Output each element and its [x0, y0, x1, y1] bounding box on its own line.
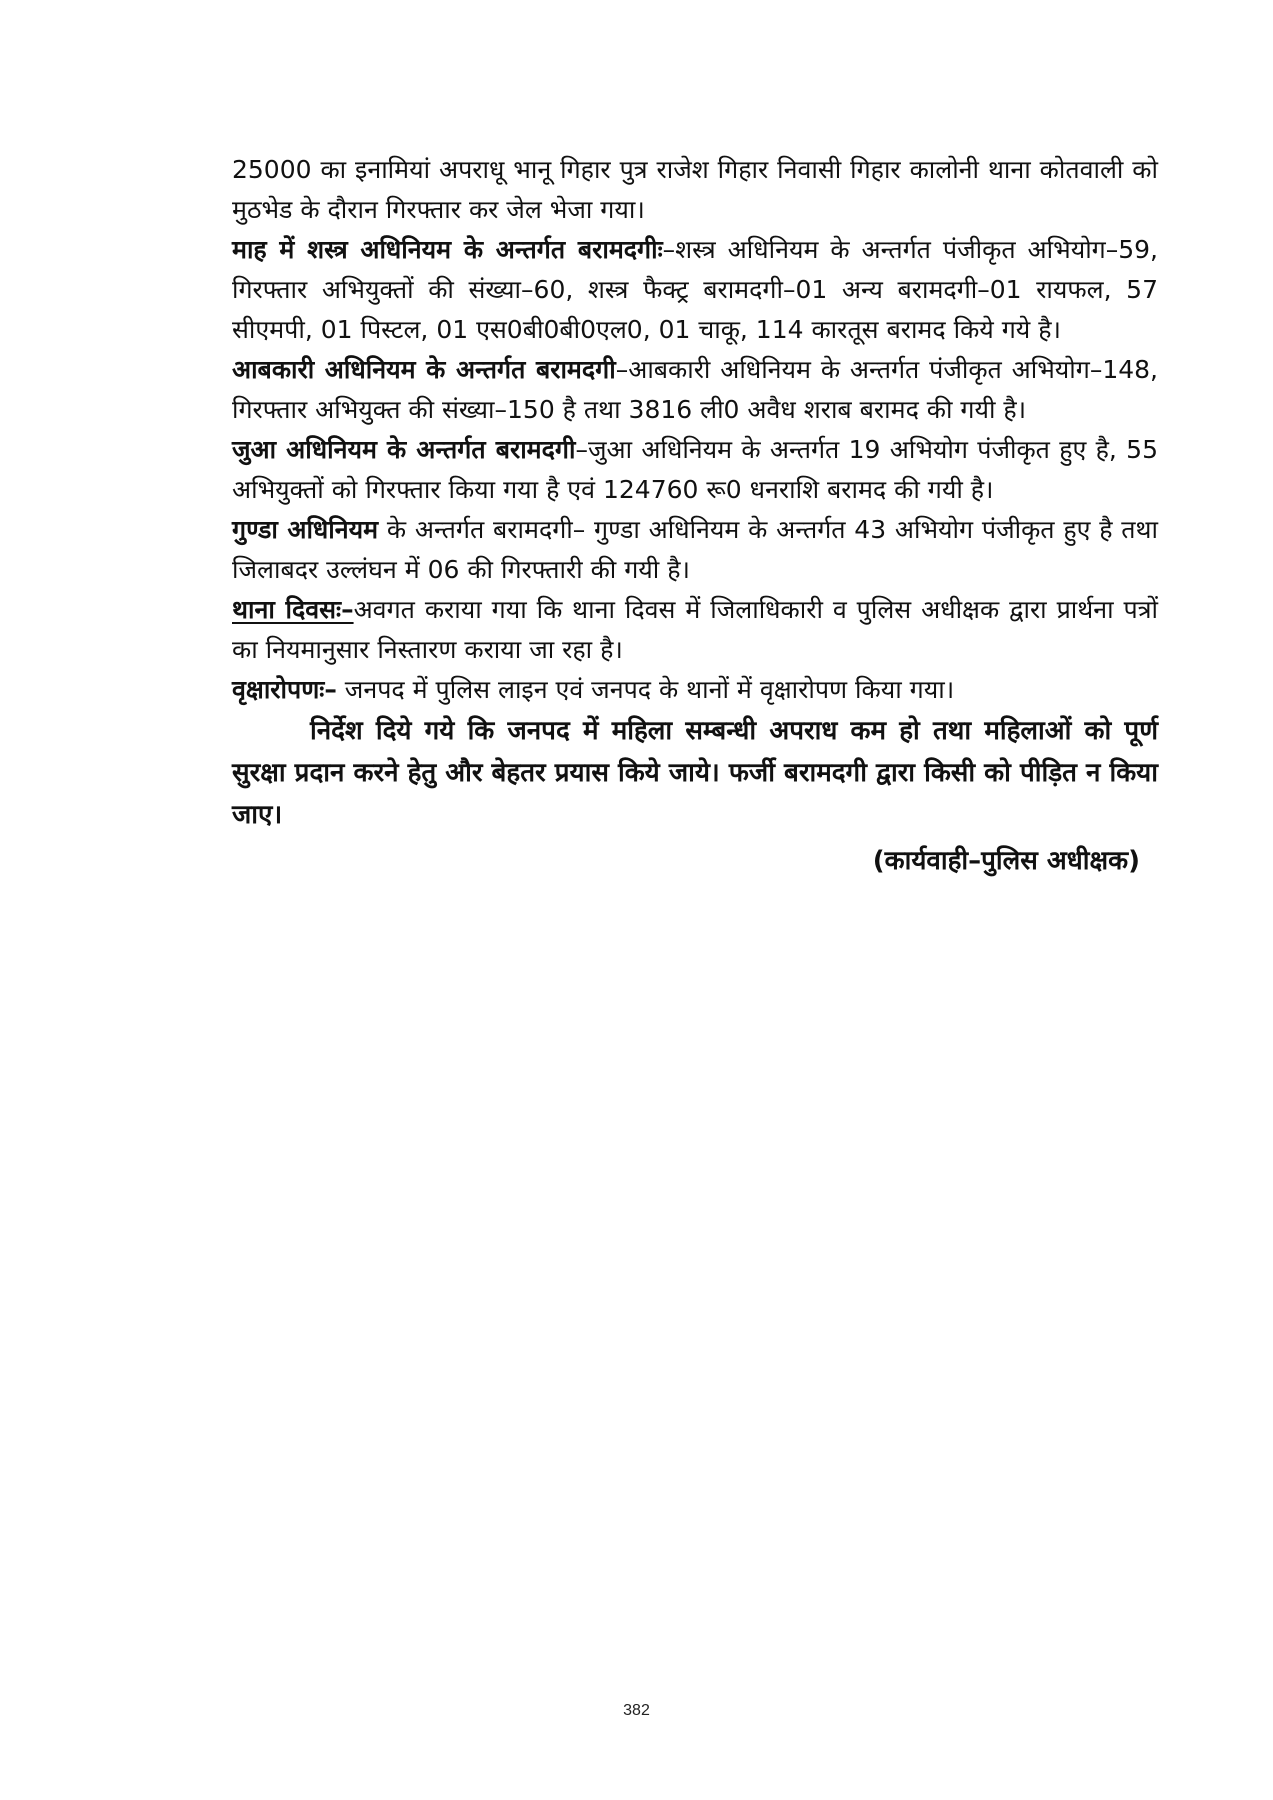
paragraph-encounter-arrest	[232, 150, 1158, 230]
goonda-act-heading: गुण्डा अधिनियम	[232, 515, 379, 544]
paragraph-gambling-act	[232, 430, 1158, 510]
page-number: 382	[623, 1702, 650, 1719]
paragraph-text: 25000 का इनामियां अपराधू भानू गिहार पुत्र राजेश गिहार निवासी गिहार कालोनी थाना कोतवाली को मुठभेड के दौरान गिरफ्तार कर जेल भेजा गया।	[232, 155, 1158, 224]
thana-diwas-text: अवगत कराया गया कि थाना दिवस में जिलाधिकारी व पुलिस अधीक्षक द्वारा प्रार्थना पत्रों का नियमानुसार निस्तारण कराया जा रहा है।	[232, 595, 1158, 664]
paragraph-excise-act	[232, 350, 1158, 430]
arms-act-heading: माह में शस्त्र अधिनियम के अन्तर्गत बरामदगीः	[232, 235, 663, 264]
gambling-act-heading: जुआ अधिनियम के अन्तर्गत बरामदगी	[232, 435, 576, 464]
plantation-text: जनपद में पुलिस लाइन एवं जनपद के थानों में वृक्षारोपण किया गया।	[336, 675, 955, 704]
paragraph-thana-diwas	[232, 590, 1158, 670]
gambling-act-text: –जुआ अधिनियम के अन्तर्गत 19 अभियोग पंजीकृत हुए है, 55 अभियुक्तों को गिरफ्तार किया गया है एवं 124760 रू0 धनराशि बरामद की गयी है।	[232, 435, 1158, 504]
excise-act-text: –आबकारी अधिनियम के अन्तर्गत पंजीकृत अभियोग–148, गिरफ्तार अभियुक्त की संख्या–150 है तथा 3816 ली0 अवैध शराब बरामद की गयी है।	[232, 355, 1158, 424]
paragraph-plantation	[232, 670, 1158, 710]
directive-paragraph: निर्देश दिये गये कि जनपद में महिला सम्बन्धी अपराध कम हो तथा महिलाओं को पूर्ण सुरक्षा प्रदान करने हेतु और बेहतर प्रयास किये जाये। फर्जी बरामदगी द्वारा किसी को पीड़ित न किया जाए।	[232, 716, 1158, 830]
arms-act-text: –शस्त्र अधिनियम के अन्तर्गत पंजीकृत अभियोग–59, गिरफ्तार अभियुक्तों की संख्या–60, शस्त्र फैक्ट्र बरामदगी–01 अन्य बरामदगी–01 रायफल, 57 सीएमपी, 01 पिस्टल, 01 एस0बी0बी0एल0, 01 चाकू, 114 कारतूस बरामद किये गये है।	[232, 235, 1159, 344]
document-body	[232, 150, 1158, 882]
paragraph-goonda-act	[232, 510, 1158, 590]
action-by-line: (कार्यवाही–पुलिस अधीक्षक)	[872, 846, 1140, 876]
goonda-act-text: के अन्तर्गत बरामदगी– गुण्डा अधिनियम के अन्तर्गत 43 अभियोग पंजीकृत हुए है तथा जिलाबदर उल्लंघन में 06 की गिरफ्तारी की गयी है।	[232, 515, 1158, 584]
plantation-heading: वृक्षारोपणः–	[232, 675, 337, 704]
excise-act-heading: आबकारी अधिनियम के अन्तर्गत बरामदगी	[232, 355, 616, 384]
thana-diwas-heading: थाना दिवसः–	[232, 595, 354, 624]
paragraph-arms-act	[232, 230, 1158, 350]
